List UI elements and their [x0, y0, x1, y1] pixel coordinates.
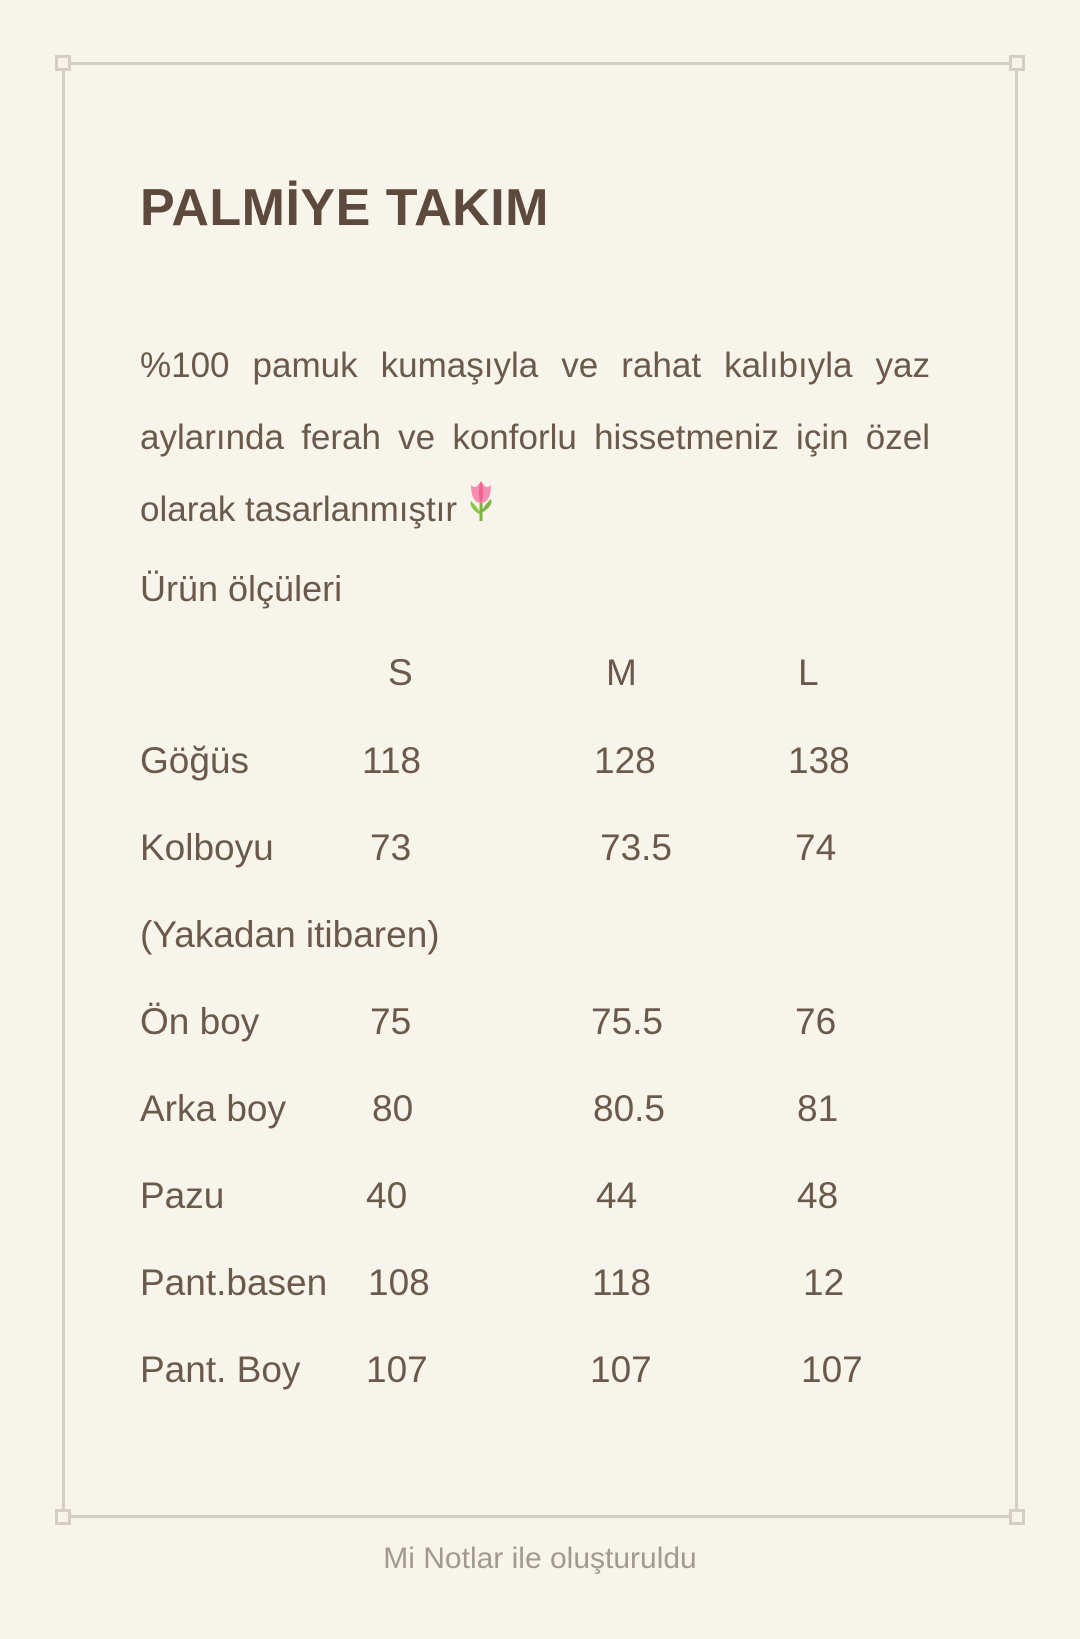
- measurement-label: Göğüs: [140, 740, 250, 781]
- size-header-m: M: [606, 652, 637, 693]
- note-title: PALMİYE TAKIM: [140, 179, 549, 237]
- measurement-value-m: 118: [592, 1262, 651, 1303]
- measurement-value-l: 76: [795, 1001, 837, 1042]
- measurement-value-l: 48: [797, 1175, 839, 1216]
- measurement-value-s: 40: [366, 1175, 408, 1216]
- measurement-value-s: 118: [362, 740, 421, 781]
- footer-credit: Mi Notlar ile oluşturuldu: [383, 1542, 697, 1575]
- measurement-value-s: 80: [372, 1088, 414, 1129]
- size-header-l: L: [798, 652, 819, 693]
- frame-corner-ornament: [1009, 55, 1025, 71]
- measurement-value-s: 73: [370, 827, 412, 868]
- measurement-value-l: 138: [788, 740, 850, 781]
- measurement-value-l: 12: [803, 1262, 845, 1303]
- measurement-label: Ön boy: [140, 1001, 260, 1042]
- note-description: [140, 330, 930, 548]
- frame-corner-ornament: [1009, 1509, 1025, 1525]
- product-measurements-heading: Ürün ölçüleri: [140, 568, 343, 609]
- measurement-value-m: 44: [596, 1175, 638, 1216]
- measurement-label: Pant.basen: [140, 1262, 328, 1303]
- measurement-label: Arka boy: [140, 1088, 287, 1129]
- measurement-label: Kolboyu: [140, 827, 274, 868]
- description-text: %100 pamuk kumaşıyla ve rahat kalıbıyla yaz aylarında ferah ve konforlu hissetmeniz için özel olarak tasarlanmıştır: [140, 346, 930, 529]
- measurement-label: Pazu: [140, 1175, 225, 1216]
- measurement-label: (Yakadan itibaren): [140, 914, 440, 955]
- measurement-value-l: 74: [795, 827, 837, 868]
- measurement-value-m: 107: [590, 1349, 652, 1390]
- measurement-value-l: 81: [797, 1088, 839, 1129]
- measurement-value-l: 107: [801, 1349, 863, 1390]
- measurement-value-m: 128: [594, 740, 656, 781]
- measurement-value-s: 108: [368, 1262, 430, 1303]
- measurement-value-m: 80.5: [593, 1088, 666, 1129]
- tulip-icon: [463, 476, 499, 548]
- size-header-s: S: [388, 652, 413, 693]
- measurement-value-m: 73.5: [600, 827, 673, 868]
- frame-corner-ornament: [55, 1509, 71, 1525]
- measurement-label: Pant. Boy: [140, 1349, 301, 1390]
- measurement-value-s: 107: [366, 1349, 428, 1390]
- measurement-value-m: 75.5: [591, 1001, 664, 1042]
- frame-corner-ornament: [55, 55, 71, 71]
- measurement-value-s: 75: [370, 1001, 412, 1042]
